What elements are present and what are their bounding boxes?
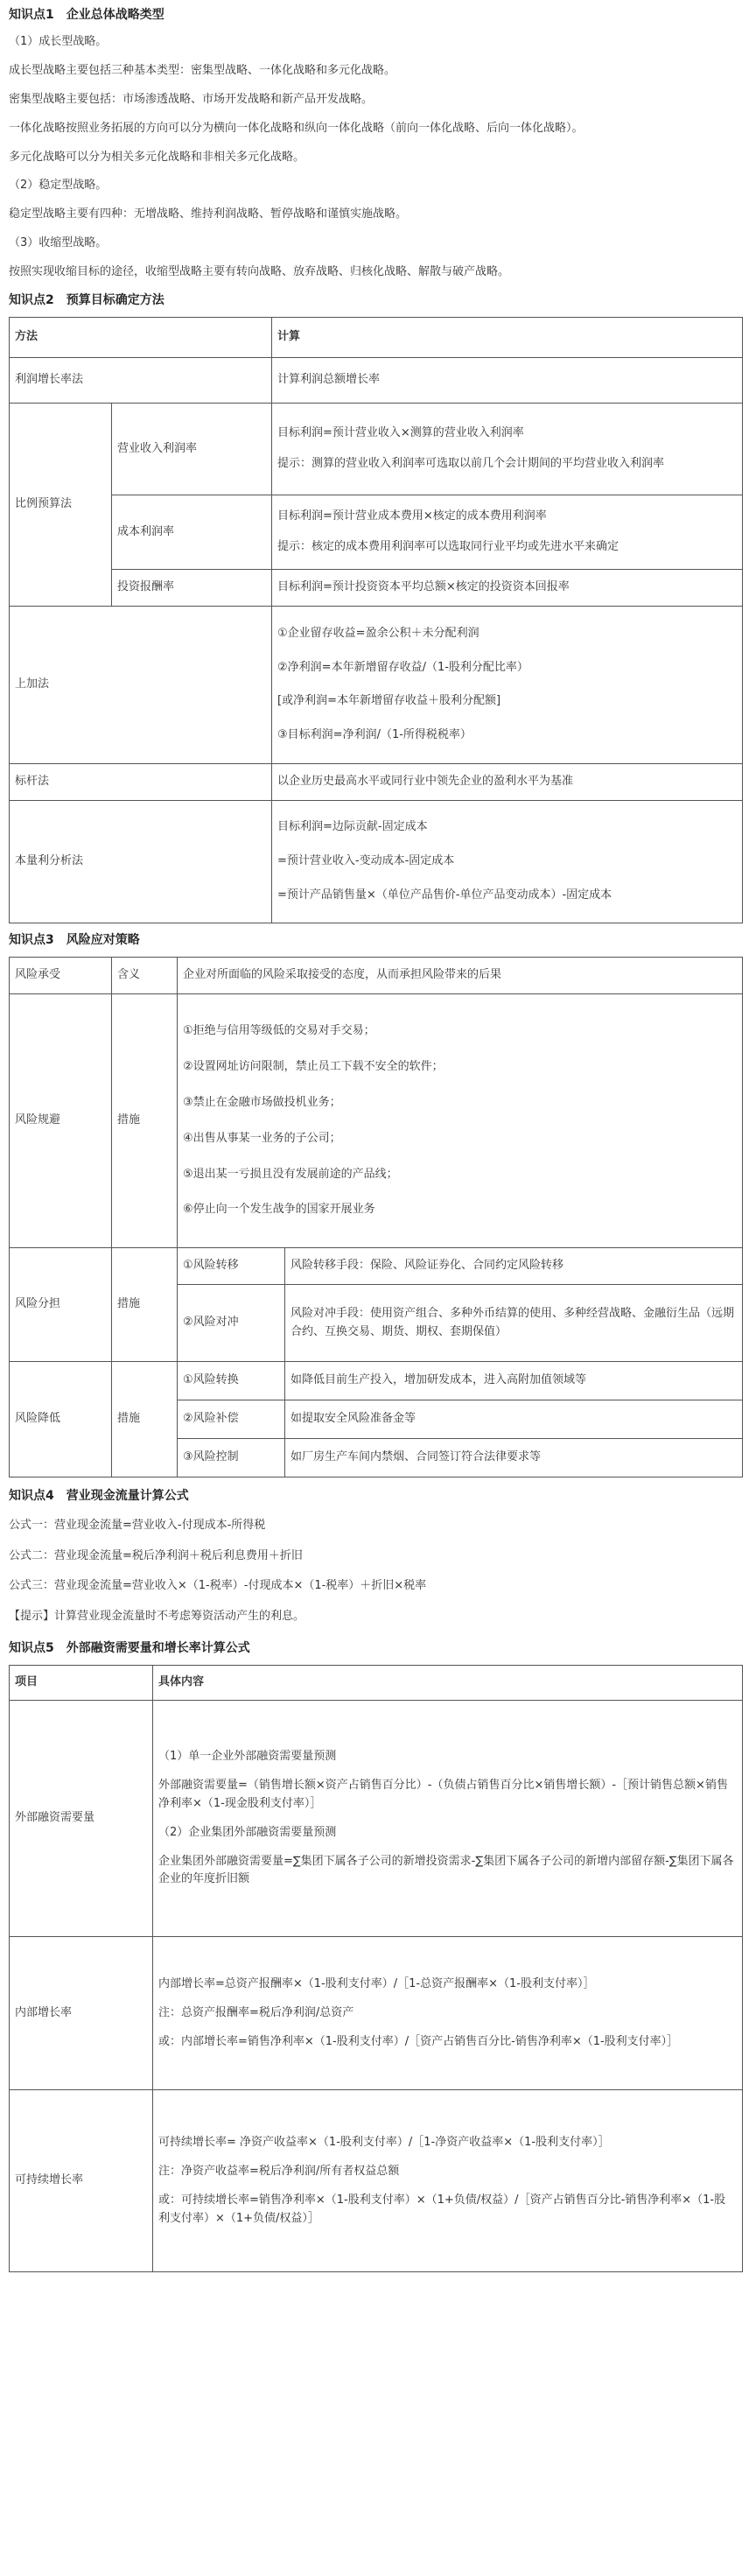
method-cell: ①风险转换 [178, 1362, 285, 1400]
content-line: （1）单一企业外部融资需要量预测 [158, 1750, 337, 1764]
calc-line: =预计营业收入-变动成本-固定成本 [277, 854, 455, 868]
section-4 [9, 1486, 742, 1626]
item-cell: 可持续增长率 [10, 2090, 153, 2272]
content-cell: 风险对冲手段：使用资产组合、多种外币结算的使用、多种经营战略、金融衍生品（远期合约、互换交易、期货、期权、套期保值） [285, 1285, 743, 1362]
table-row [10, 569, 743, 606]
table-row [10, 606, 743, 763]
calc-line: ①企业留存收益=盈余公积＋未分配利润 [277, 626, 480, 640]
header-cell: 具体内容 [153, 1666, 743, 1701]
content-line: 企业集团外部融资需要量=∑集团下属各子公司的新增投资需求-∑集团下属各子公司的新增内部留存额-∑集团下属各企业的年度折旧额 [158, 1854, 734, 1886]
table-row [10, 495, 743, 569]
measure-line: ③禁止在金融市场做投机业务； [183, 1096, 341, 1110]
method-cell: ②风险对冲 [178, 1285, 285, 1362]
table-header-row [10, 317, 743, 357]
risk-strategy-table [9, 957, 743, 1478]
budget-methods-table [9, 317, 743, 923]
section-3 [9, 930, 742, 1478]
strategy-cell: 风险降低 [10, 1362, 112, 1478]
content-cell: 企业对所面临的风险采取接受的态度，从而承担风险带来的后果 [178, 958, 743, 994]
submethod-cell: 投资报酬率 [112, 569, 272, 606]
method-cell: 比例预算法 [10, 403, 112, 606]
section-2-heading: 知识点2 预算目标确定方法 [9, 292, 164, 307]
calc-cell [272, 800, 743, 923]
table-row [10, 763, 743, 800]
table-row [10, 403, 743, 495]
paragraph: （3）收缩型战略。 [9, 235, 108, 249]
paragraph: 一体化战略按照业务拓展的方向可以分为横向一体化战略和纵向一体化战略（前向一体化战略、后向一体化战略）。 [9, 121, 584, 135]
table-row [10, 1248, 743, 1285]
strategy-cell: 风险承受 [10, 958, 112, 994]
content-line: （2）企业集团外部融资需要量预测 [158, 1825, 337, 1839]
calc-cell: 以企业历史最高水平或同行业中领先企业的盈利水平为基准 [272, 763, 743, 800]
content-line: 或：可持续增长率=销售净利率×（1-股利支付率）×（1+负债/权益）/［资产占销售百分比-销售净利率×（1-股利支付率）×（1+负债/权益）］ [158, 2193, 726, 2225]
table-row [10, 994, 743, 1248]
section-5 [9, 1639, 742, 2272]
method-cell: ①风险转移 [178, 1248, 285, 1285]
content-cell: 如厂房生产车间内禁烟、合同签订符合法律要求等 [285, 1439, 743, 1478]
item-cell: 内部增长率 [10, 1937, 153, 2090]
paragraph: （1）成长型战略。 [9, 35, 108, 49]
calc-line: ③目标利润=净利润/（1-所得税税率） [277, 728, 472, 742]
table-row [10, 1362, 743, 1400]
method-cell: 标杆法 [10, 763, 272, 800]
strategy-cell: 风险分担 [10, 1248, 112, 1362]
method-cell: 本量利分析法 [10, 800, 272, 923]
submethod-cell: 营业收入利润率 [112, 403, 272, 495]
method-cell: 上加法 [10, 606, 272, 763]
content-line: 注：总资产报酬率=税后净利润/总资产 [158, 2005, 354, 2019]
table-header-row [10, 1666, 743, 1701]
submethod-cell: 成本利润率 [112, 495, 272, 569]
measure-line: ⑥停止向一个发生战争的国家开展业务 [183, 1203, 375, 1217]
paragraph: 密集型战略主要包括：市场渗透战略、市场开发战略和新产品开发战略。 [9, 92, 374, 106]
content-cell [178, 994, 743, 1248]
content-cell: 风险转移手段：保险、风险证券化、合同约定风险转移 [285, 1248, 743, 1285]
calc-line: 提示：核定的成本费用利润率可以选取同行业平均或先进水平来确定 [277, 539, 620, 553]
section-3-heading: 知识点3 风险应对策略 [9, 932, 140, 947]
section-4-heading: 知识点4 营业现金流量计算公式 [9, 1489, 189, 1504]
content-cell [153, 1937, 743, 2090]
paragraph: （2）稳定型战略。 [9, 179, 108, 193]
paragraph: 按照实现收缩目标的途径，收缩型战略主要有转向战略、放弃战略、归核化战略、解散与破产战略。 [9, 264, 510, 278]
method-cell: ③风险控制 [178, 1439, 285, 1478]
paragraph: 成长型战略主要包括三种基本类型：密集型战略、一体化战略和多元化战略。 [9, 64, 396, 78]
calc-cell: 目标利润=预计投资资本平均总额×核定的投资资本回报率 [272, 569, 743, 606]
section-5-heading: 知识点5 外部融资需要量和增长率计算公式 [9, 1640, 250, 1655]
calc-cell: 计算利润总额增长率 [272, 357, 743, 403]
section-1 [9, 0, 742, 282]
method-cell: 利润增长率法 [10, 357, 272, 403]
calc-line: 目标利润=预计营业收入×测算的营业收入利润率 [277, 426, 524, 440]
paragraph: 多元化战略可以分为相关多元化战略和非相关多元化战略。 [9, 150, 305, 164]
label-cell: 含义 [112, 958, 178, 994]
method-cell: ②风险补偿 [178, 1400, 285, 1439]
label-cell: 措施 [112, 1248, 178, 1362]
measure-line: ④出售从事某一业务的子公司； [183, 1131, 341, 1145]
financing-table [9, 1665, 743, 2272]
measure-line: ⑤退出某一亏损且没有发展前途的产品线； [183, 1167, 398, 1181]
formula-line: 公式一：营业现金流量=营业收入-付现成本-所得税 [9, 1518, 266, 1532]
content-cell [153, 2090, 743, 2272]
calc-line: [或净利润=本年新增留存收益＋股利分配额] [277, 694, 501, 708]
formula-line: 公式二：营业现金流量=税后净利润＋税后利息费用＋折旧 [9, 1548, 303, 1562]
table-row [10, 2090, 743, 2272]
content-line: 注：净资产收益率=税后净利润/所有者权益总额 [158, 2165, 400, 2179]
calc-cell [272, 495, 743, 569]
header-cell: 计算 [272, 317, 743, 357]
tip-line: 【提示】计算营业现金流量时不考虑筹资活动产生的利息。 [9, 1610, 305, 1624]
calc-line: 提示：测算的营业收入利润率可选取以前几个会计期间的平均营业收入利润率 [277, 456, 665, 470]
content-cell: 如提取安全风险准备金等 [285, 1400, 743, 1439]
section-1-heading: 知识点1 企业总体战略类型 [9, 8, 164, 22]
calc-cell [272, 403, 743, 495]
header-cell: 方法 [10, 317, 272, 357]
table-row [10, 1937, 743, 2090]
header-cell: 项目 [10, 1666, 153, 1701]
content-line: 外部融资需要量=（销售增长额×资产占销售百分比）-（负债占销售百分比×销售增长额）-［预计销售总额×销售净利率×（1-现金股利支付率）］ [158, 1779, 728, 1811]
formula-line: 公式三：营业现金流量=营业收入×（1-税率）-付现成本×（1-税率）＋折旧×税率 [9, 1579, 427, 1593]
table-row [10, 958, 743, 994]
calc-cell [272, 606, 743, 763]
content-line: 内部增长率=总资产报酬率×（1-股利支付率）/［1-总资产报酬率×（1-股利支付率）］ [158, 1977, 595, 1991]
section-2 [9, 291, 742, 923]
content-line: 可持续增长率= 净资产收益率×（1-股利支付率）/［1-净资产收益率×（1-股利支付率）］ [158, 2136, 610, 2150]
item-cell: 外部融资需要量 [10, 1701, 153, 1937]
paragraph: 稳定型战略主要有四种：无增战略、维持利润战略、暂停战略和谨慎实施战略。 [9, 207, 408, 221]
content-line: 或：内部增长率=销售净利率×（1-股利支付率）/［资产占销售百分比-销售净利率×（1-股利支付率）］ [158, 2034, 679, 2048]
measure-line: ②设置网址访问限制，禁止员工下载不安全的软件； [183, 1060, 444, 1074]
table-row [10, 800, 743, 923]
calc-line: 目标利润=预计营业成本费用×核定的成本费用利润率 [277, 509, 547, 523]
label-cell: 措施 [112, 994, 178, 1248]
calc-line: 目标利润=边际贡献-固定成本 [277, 820, 428, 834]
section-1-body [9, 33, 742, 281]
strategy-cell: 风险规避 [10, 994, 112, 1248]
content-cell: 如降低目前生产投入，增加研发成本，进入高附加值领域等 [285, 1362, 743, 1400]
content-cell [153, 1701, 743, 1937]
calc-line: ②净利润=本年新增留存收益/（1-股利分配比率） [277, 660, 528, 674]
table-row [10, 1701, 743, 1937]
table-row [10, 357, 743, 403]
measure-line: ①拒绝与信用等级低的交易对手交易； [183, 1024, 375, 1038]
label-cell: 措施 [112, 1362, 178, 1478]
calc-line: =预计产品销售量×（单位产品售价-单位产品变动成本）-固定成本 [277, 888, 612, 902]
